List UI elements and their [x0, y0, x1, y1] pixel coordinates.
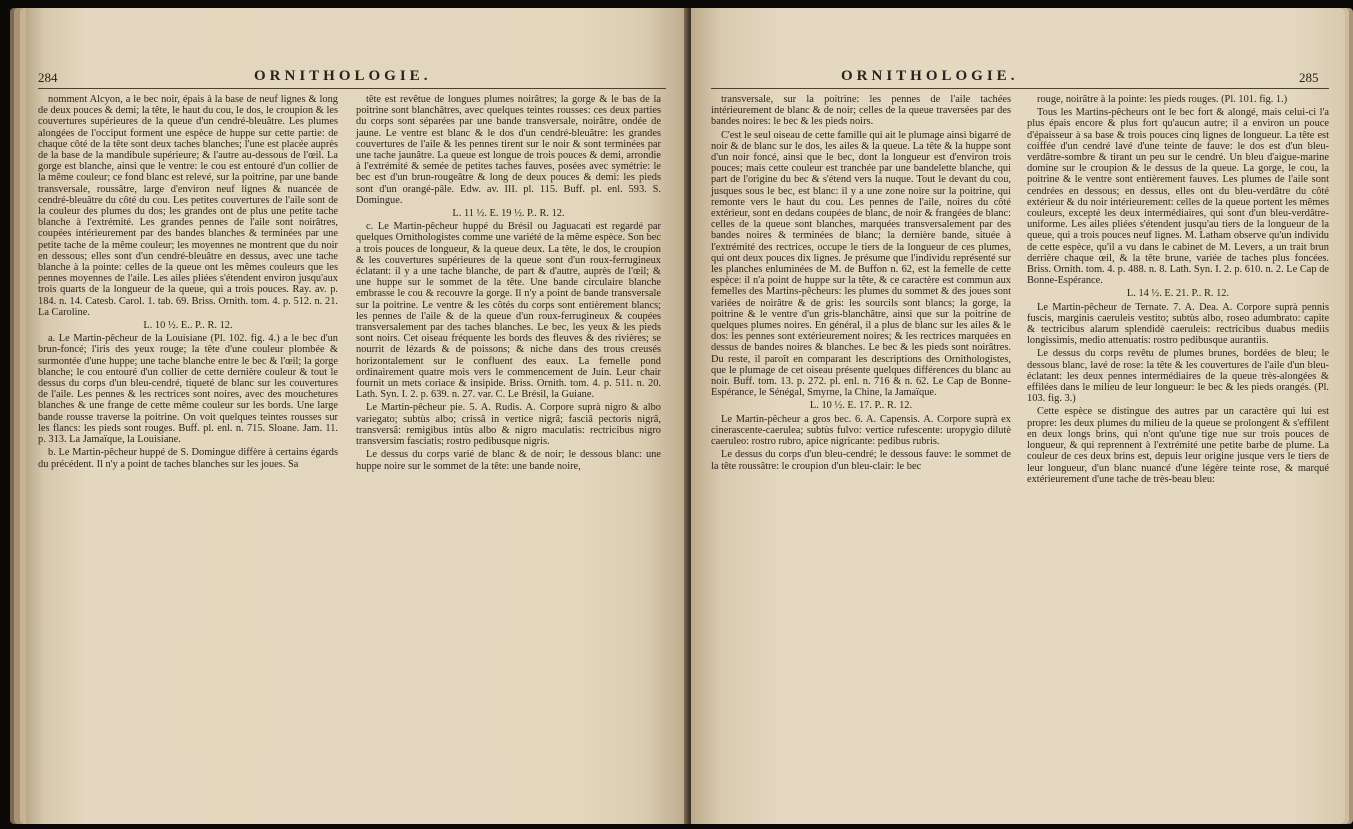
paragraph: L. 11 ½. E. 19 ½. P.. R. 12. — [452, 208, 565, 220]
right-column-1 — [711, 94, 1011, 474]
paragraph: Tous les Martins-pêcheurs ont le bec fort & alongé, mais celui-ci l'a plus épais encore & plus fort qu'aucun autre; il a environ un pouce d'épaisseur à sa base & trois pouces cinq lignes de longueur. La tête est coiffée d'un cendré lavé d'une teinte de fauve: le dos est d'un bleu-verdâtre-sombre & tirant un peu sur le cendré. Un bleu d'aigue-marine domine sur le croupion & le dessus de la queue. La gorge, le cou, la poitrine & le ventre sont entièrement fauves. Les plumes de l'aile sont cendrées en dessous; en dessus, elles ont du bleu-verdâtre du côté extérieur & du noir intérieurement: celles de la queue portent les mêmes couleurs, excepté les deux intermédiaires, qui sont d'un bleu-verdâtre-uniforme. Les ailes pliées s'étendent jusqu'au tiers de la longueur de la queue, qui a trois pouces neuf lignes. M. Latham observe qu'un individu de cette espèce, qu'il a vu dans le cabinet de M. Levers, a un trait brun derrière chaque œil, & la tête brune, variée de taches plus foncées. Briss. Ornith. tom. 4. p. 488. n. 8. Lath. Syn. I. 2. p. 610. n. 2. Le Cap de Bonne-Espérance. — [1027, 107, 1329, 287]
paragraph: C'est le seul oiseau de cette famille qui ait le plumage ainsi bigarré de noir & de blanc sur le dos, les ailes & la queue. La tête & la huppe sont d'un noir foncé, ainsi que le bec, dont la longueur est d'environ trois pouces; mais cette couleur est tranchée par une bandelette blanche, qui part de l'origine du bec & s'étend vers la nuque. Tout le devant du cou, jusques sous le bec, est blanc: il y a une zone noire sur la poitrine, qui remonte vers le haut du cou. Les pennes de l'aile, noires du côté extérieur, sont en dedans coupées de blanc, de noir & frangées de blanc: celles de la queue sont blanches, marquées transversalement par des bandes noires & terminées de blanc; la dernière bande, située à l'extrémité des rectrices, occupe le tiers de la longueur de ces plumes, qui ont deux pouces dix lignes. Je présume que l'individu représenté sur les planches enluminées de M. de Buffon n. 62, est la femelle de cette espèce: il n'a point de huppe sur la tête, & ce caractère est commun aux femelles des Martins-pêcheurs: les plumes du sommet & des joues sont variées de noirâtre & de gris: les sourcils sont blancs; la gorge, la poitrine & le ventre d'un gris-blanchâtre, ainsi que sur la poitrine de quelques plumes noires. En général, il a plus de blanc sur les ailes & le dos: les pennes sont extérieurement noires; & les rectrices marquées en dessus de bandes noires & blanches. Le bec & les pieds sont noirâtres. Du reste, il paroît en comparant les descriptions des Ornithologistes, que le plumage de cet oiseau présente quelques différences du blanc au noir. Buff. tom. 13. p. 272. pl. enl. n. 716 & n. 62. Le Cap de Bonne-Espérance, le Sénégal, Smyrne, la Chine, la Jamaïque. — [711, 129, 1011, 399]
left-header-rule — [38, 88, 666, 89]
paragraph: Le Martin-pêcheur de Ternate. 7. A. Dea. A. Corpore suprà pennis fuscis, marginis caeruleis vestito; subtùs albo, roseo adumbrato: capite & tectricibus alarum splendidè caeruleis: rectricibus duabus mediis longissimis, medio attenuatis: rostro pedibusque aurantiis. — [1027, 301, 1329, 347]
paragraph: Le dessus du corps varié de blanc & de noir; le dessous blanc: une huppe noire sur le sommet de la tête: une bande noire, — [356, 449, 661, 472]
paragraph: L. 10 ½. E.. P.. R. 12. — [143, 320, 233, 332]
left-page-number: 284 — [38, 70, 58, 85]
right-running-head: ORNITHOLOGIE. — [841, 68, 1019, 84]
left-page — [26, 8, 689, 824]
paragraph: L. 14 ½. E. 21. P.. R. 12. — [1126, 288, 1230, 300]
paragraph: a. Le Martin-pêcheur de la Louisiane (Pl. 102. fig. 4.) a le bec d'un brun-foncé; l'iris des yeux rouge; la tête d'une couleur plombée & surmontée d'une huppe; une tache blanche entre le bec & l'œil; la gorge blanche; le cou entouré d'un collier de cette dernière couleur & tout le dessus du corps d'un bleu-cendré, tiqueté de blanc sur les couvertures de l'aile. Les pennes & les rectrices sont noires, avec des mouchetures blanches & une frange de cette même couleur sur les bords. Une large bande rousse traverse la poitrine. On voit quelques teintes rousses sur les flancs: les pieds sont rouges. Buff. pl. enl. n. 715. Sloane. Jam. 11. p. 313. La Jamaïque, la Louisiane. — [38, 333, 338, 446]
paragraph: nomment Alcyon, a le bec noir, épais à la base de neuf lignes & long de deux pouces & demi; la tête, le haut du cou, le dos, le croupion & les couvertures supérieures de la queue d'un cendré-bleuâtre. Les plumes alongées de l'occiput forment une espèce de huppe sur cette partie: de chaque côté de la tête sont deux taches blanches; l'une est placée auprès de la base de la mandibule supérieure; & l'autre au-dessous de l'œil. La gorge est blanche, ainsi que le ventre: le cou est entouré d'un collier de la même couleur; ce fond blanc est relevé, sur la poitrine, par une bande transversale, roussâtre, large d'environ neuf lignes & nuancée de cendré-bleuâtre du côté du cou. Les petites couvertures de l'aile sont de la couleur des plumes du dos; les grandes ont de plus une petite tache blanche à l'extrémité. Les grandes pennes de l'aile sont noirâtres, coupées intérieurement par des bandes blanches & terminées par une petite tache de la même couleur; les moyennes ne montrent que du noir en dessous; elles sont d'un cendré-bleuâtre en dessus, avec une tache blanche à la pointe: celles de la queue ont les mêmes couleurs que les pennes moyennes de l'aile. Les ailes pliées s'étendent environ jusqu'aux trois quarts de la longueur de la queue, qui a trois pouces. Ray. av. p. 184. n. 14. Catesb. Carol. 1. tab. 69. Briss. Ornith. tom. 4. p. 512. n. 21. La Caroline. — [38, 94, 338, 318]
right-page-number: 285 — [1299, 70, 1319, 85]
paragraph: Le dessus du corps d'un bleu-cendré; le dessous fauve: le sommet de la tête roussâtre: le croupion d'un bleu-clair: le bec — [711, 449, 1011, 472]
open-book — [8, 8, 1345, 824]
paragraph: tête est revêtue de longues plumes noirâtres; la gorge & le bas de la poitrine sont blanchâtres, avec quelques teintes rousses: ces deux parties du corps sont séparées par une bande transversale, noirâtre, ondée de jaune. Le ventre est blanc & le dos d'un cendré-bleuâtre: les grandes couvertures de l'aile & les pennes tirent sur le noir & sont terminées par une tache jaunâtre. La queue est longue de trois pouces & demi, arrondie à l'extrémité & semée de petites taches fauves, posées avec symétrie: le bec est d'un brun-rougeâtre & long de deux pouces & demi: les pieds sont d'un orangé-pâle. Edw. av. III. pl. 115. Buff. pl. enl. 593. S. Domingue. — [356, 94, 661, 206]
right-column-2 — [1027, 94, 1329, 487]
paragraph: b. Le Martin-pêcheur huppé de S. Domingue diffère à certains égards du précédent. Il n'y a point de taches blanches sur les joues. Sa — [38, 447, 338, 470]
paragraph: rouge, noirâtre à la pointe: les pieds rouges. (Pl. 101. fig. 1.) — [1037, 94, 1288, 105]
left-column-2 — [356, 94, 661, 474]
paragraph: L. 10 ½. E. 17. P.. R. 12. — [809, 400, 913, 412]
left-running-head: ORNITHOLOGIE. — [254, 68, 432, 84]
paragraph: Cette espèce se distingue des autres par un caractère qui lui est propre: les deux plumes du milieu de la queue se prolongent & s'effilent en deux longs brins, qui n'ont qu'une tige nue sur trois pouces de longueur, & qui reprennent à l'extrémité une petite barbe de plume. La couleur de ces deux brins est, depuis leur origine jusque vers le tiers de leur longueur, d'un blanc nuancé d'une légère teinte rose, & marqué extérieurement d'une tache de très-beau bleu: — [1027, 406, 1329, 485]
right-page — [691, 8, 1345, 824]
paragraph: Le dessus du corps revêtu de plumes brunes, bordées de bleu; le dessous blanc, lavé de rose: la tête & les couvertures de l'aile d'un bleu-éclatant: les deux pennes intermédiaires de la queue très-alongées & effilées dans le milieu de leur longueur: le bec & les pieds orangés. (Pl. 103. fig. 3.) — [1027, 348, 1329, 405]
paragraph: c. Le Martin-pêcheur huppé du Brésil ou Jaguacati est regardé par quelques Ornithologistes comme une variété de la même espèce. Son bec a trois pouces de longueur, & la queue deux. La tête, le dos, le croupion & les couvertures supérieures de la queue sont d'un roux-ferrugineux éclatant: il y a une tache blanche, de part & d'autre, auprès de l'œil; & une huppe sur le sommet de la tête. Une bande circulaire blanche embrasse le cou & recouvre la gorge. Il n'y a point de bande transversale sur la poitrine. Le ventre & les côtés du corps sont entièrement blancs; les pennes de l'aile & de la queue d'un roux-ferrugineux & coupées transversalement par des taches blanches. Le bec, les yeux & les pieds sont noirs. Cet oiseau fréquente les bords des fleuves & des rivières; se nourrit de lézards & de poissons; & niche dans des trous creusés horizontalement sur le confluent des eaux. La femelle pond ordinairement quatre mois vers le commencement de Juin. Leur chair fournit un mets coriace & insipide. Briss. Ornith. tom. 4. p. 511. n. 20. Lath. Syn. I. 2. p. 639. n. 27. var. C. Le Brésil, la Guiane. — [356, 221, 661, 401]
left-column-1 — [38, 94, 338, 472]
paragraph: Le Martin-pêcheur pie. 5. A. Rudis. A. Corpore suprà nigro & albo variegato; subtùs albo; crissâ in vertice nigrâ; fasciâ pectoris nigrâ, transversâ: remigibus intùs albo & nigro maculatis: rectricibus nigro transversìm fasciatis; rostro pedibusque nigris. — [356, 402, 661, 448]
paragraph: transversale, sur la poitrine: les pennes de l'aile tachées intérieurement de blanc & de noir; celles de la queue traversées par des bandes noires: le bec & les pieds noirs. — [711, 94, 1011, 128]
right-header-rule — [711, 88, 1329, 89]
paragraph: Le Martin-pêcheur a gros bec. 6. A. Capensis. A. Corpore suprà ex cinerascente-caerulea; subtùs fulvo: vertice rufescente: uropygio dilutè caeruleo: rostro rubro, apice nigricante: pedibus rubris. — [711, 413, 1011, 448]
